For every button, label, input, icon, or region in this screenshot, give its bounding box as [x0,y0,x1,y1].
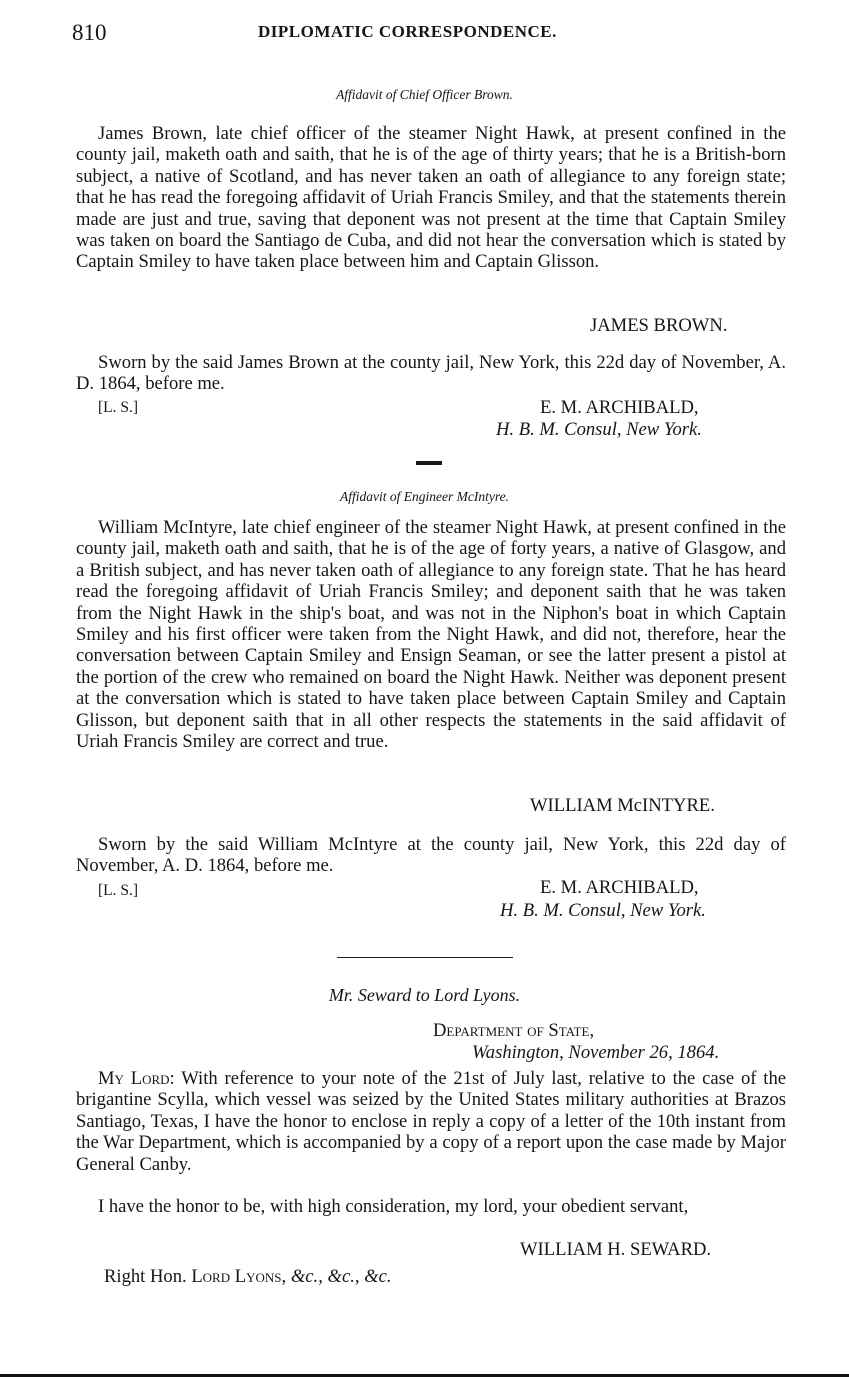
letter-signature: WILLIAM H. SEWARD. [520,1239,712,1260]
page-number: 810 [72,20,107,45]
letter-salutation: My Lord: [98,1068,175,1089]
mcintyre-affidavit-body: William McIntyre, late chief engineer of the steamer Night Hawk, at present confined in the county jail, maketh oath and saith, that he is of the age of forty years, a native of Glasgow, and a British subject, and has never taken oath of allegiance to any foreign state. That he has heard read the foregoing affidavit of Uriah Francis Smiley; and deponent saith that he was taken from the Night Hawk in the ship's boat, and was not in the Niphon's boat in which Captain Smiley and his first officer were taken from the Night Hawk, and did not, therefore, hear the conversation between Captain Smiley and Ensign Seaman, or see the latter present a pistol at the portion of the crew who remained on board the Night Hawk. Neither was deponent present at the conversation which is stated to have taken place between Captain Smiley and Captain Glisson, but deponent saith that in all other respects the statements in the said affidavit of Uriah Francis Smiley are correct and true. [76,517,786,753]
section-rule [337,957,513,958]
running-head: DIPLOMATIC CORRESPONDENCE. [258,22,557,41]
letter-department: Department of State, [433,1020,595,1041]
letter-body [76,1068,786,1175]
section-dash [416,461,442,465]
page-bottom-rule [0,1374,849,1377]
letter-addressee: Right Hon. Lord Lyons, &c., &c., &c. [104,1266,392,1287]
letter-closing: I have the honor to be, with high consideration, my lord, your obedient servant, [98,1196,689,1217]
brown-consul-name: E. M. ARCHIBALD, [540,397,699,418]
brown-sworn-statement: Sworn by the said James Brown at the county jail, New York, this 22d day of November, A. D. 1864, before me. [76,352,786,395]
mcintyre-affidavit-caption: Affidavit of Engineer McIntyre. [340,489,509,504]
mcintyre-signature: WILLIAM McINTYRE. [530,795,715,816]
mcintyre-seal: [L. S.] [98,882,139,899]
brown-seal: [L. S.] [98,399,139,416]
brown-affidavit-caption: Affidavit of Chief Officer Brown. [336,87,513,102]
brown-affidavit-body: James Brown, late chief officer of the steamer Night Hawk, at present confined in the county jail, maketh oath and saith, that he is of the age of thirty years; that he is a British-born subject, a native of Scotland, and has never taken an oath of allegiance to any foreign state; that he has read the foregoing affidavit of Uriah Francis Smiley, and that the statements therein made are just and true, saving that deponent was not present at the time that Captain Smiley was taken on board the Santiago de Cuba, and did not hear the conversation which is stated by Captain Smiley to have taken place between him and Captain Glisson. [76,123,786,273]
brown-signature: JAMES BROWN. [590,315,728,336]
mcintyre-sworn-statement: Sworn by the said William McIntyre at the county jail, New York, this 22d day of November, A. D. 1864, before me. [76,834,786,877]
mcintyre-consul-name: E. M. ARCHIBALD, [540,877,699,898]
letter-body-text: With reference to your note of the 21st of July last, relative to the case of the brigantine Scylla, which vessel was seized by the United States military authorities at Brazos Santiago, Texas, I have the honor to enclose in reply a copy of a letter of the 10th instant from the War Department, which is accompanied by a copy of a report upon the case made by Major General Canby. [76,1068,786,1175]
letter-heading: Mr. Seward to Lord Lyons. [328,985,521,1005]
letter-place-date: Washington, November 26, 1864. [472,1042,720,1063]
mcintyre-consul-title: H. B. M. Consul, New York. [500,900,706,921]
brown-consul-title: H. B. M. Consul, New York. [496,419,702,440]
